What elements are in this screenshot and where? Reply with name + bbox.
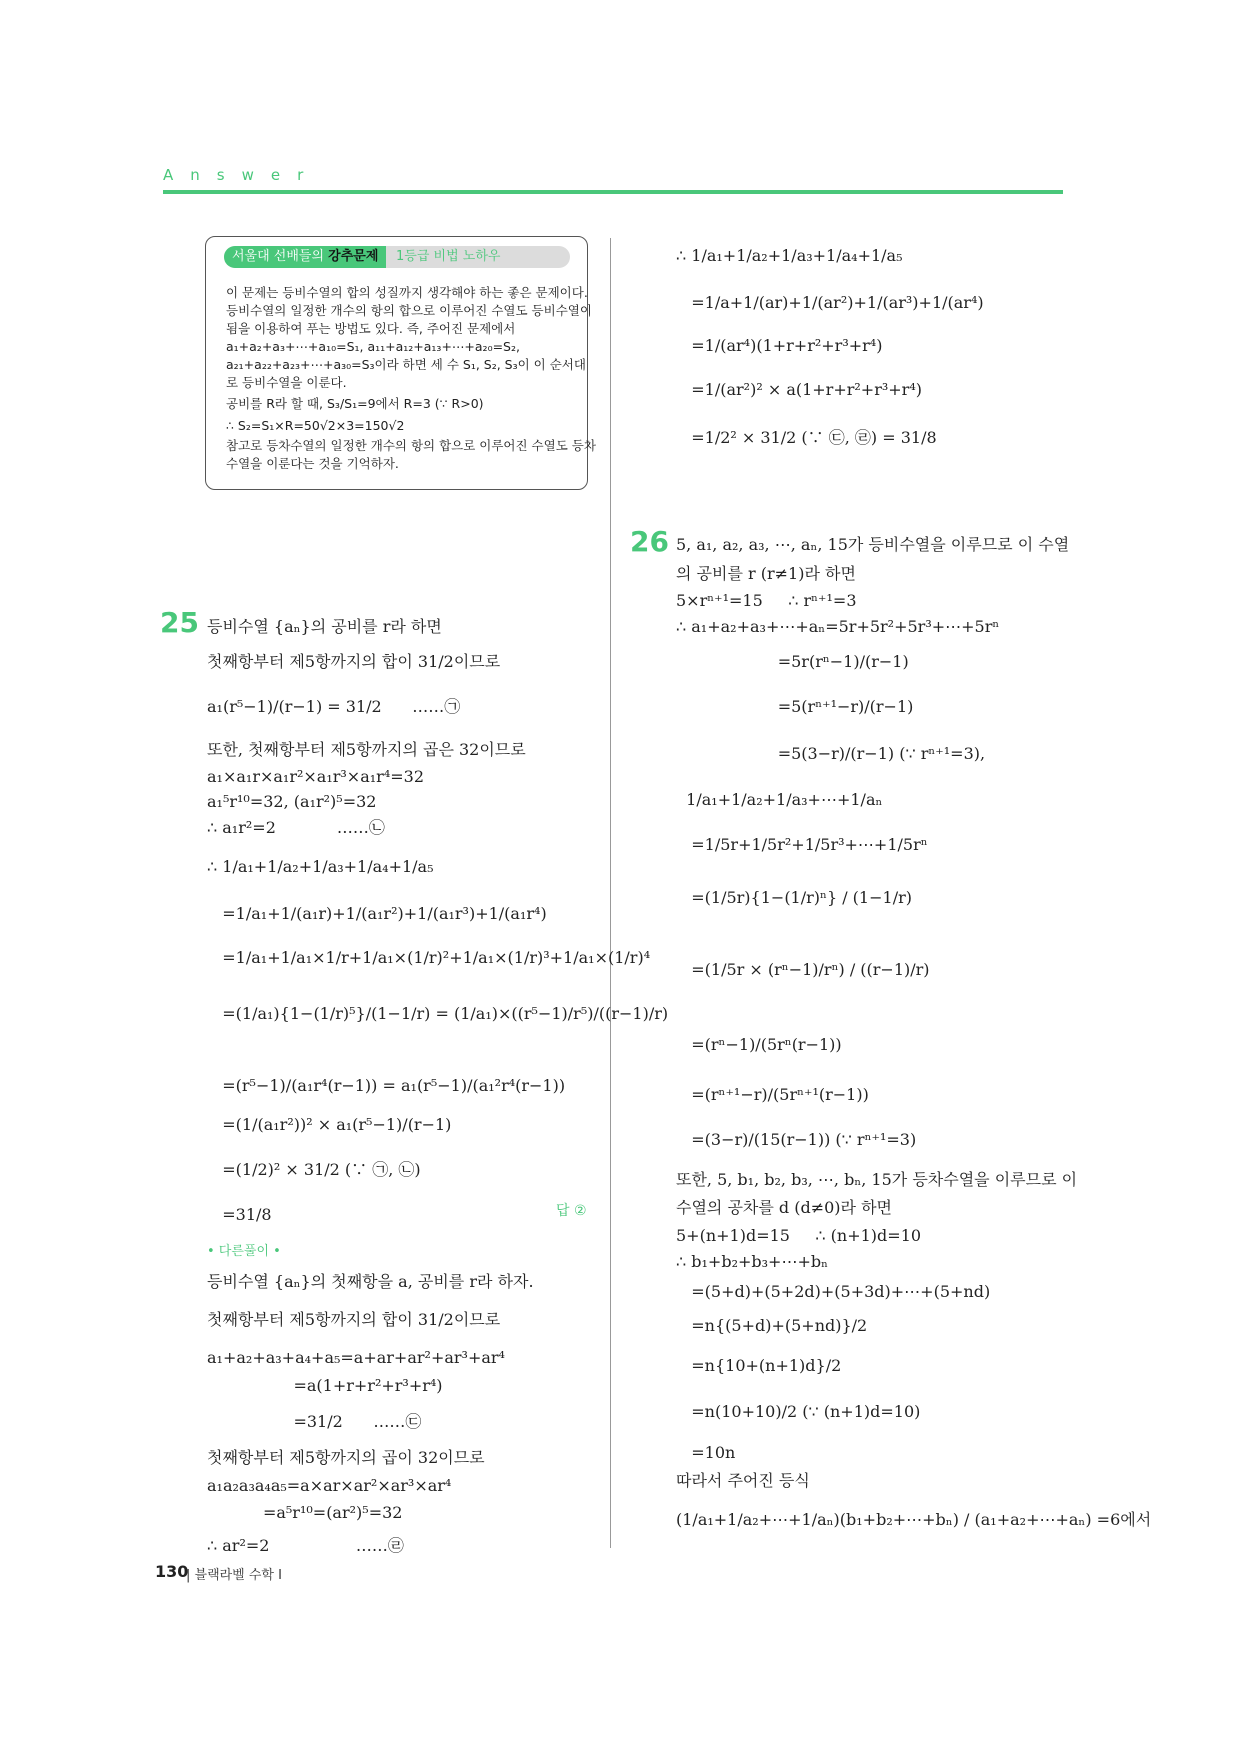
solution-line: ∴ a₁r²=2 ……㉡ — [207, 818, 385, 837]
solution-line: =(r⁵−1)/(a₁r⁴(r−1)) = a₁(r⁵−1)/(a₁²r⁴(r−1)) — [207, 1076, 566, 1095]
solution-line: 5, a₁, a₂, a₃, ⋯, aₙ, 15가 등비수열을 이루므로 이 수열 — [676, 535, 1070, 554]
alt-solution-line: =31/2 ……㉢ — [207, 1412, 422, 1431]
alt-solution-line: =a(1+r+r²+r³+r⁴) — [207, 1376, 443, 1395]
solution-line: =5(rⁿ⁺¹−r)/(r−1) — [676, 697, 914, 716]
alt-solution-line: =a⁵r¹⁰=(ar²)⁵=32 — [207, 1503, 403, 1522]
tip-box-tag — [224, 246, 386, 268]
solution-line: 등비수열 {aₙ}의 공비를 r라 하면 — [207, 617, 442, 636]
alt-solution-line: a₁+a₂+a₃+a₄+a₅=a+ar+ar²+ar³+ar⁴ — [207, 1348, 505, 1367]
solution-line: ∴ b₁+b₂+b₃+⋯+bₙ — [676, 1252, 829, 1271]
alt-solution-line: ∴ ar²=2 ……㉣ — [207, 1536, 404, 1555]
solution-line: =(1/5r){1−(1/r)ⁿ} / (1−1/r) — [676, 888, 912, 907]
problem-number-25: 25 — [160, 606, 199, 639]
solution-line: =(5+d)+(5+2d)+(5+3d)+⋯+(5+nd) — [676, 1282, 991, 1301]
tip-line: a₁+a₂+a₃+⋯+a₁₀=S₁, a₁₁+a₁₂+a₁₃+⋯+a₂₀=S₂, — [226, 339, 520, 354]
header-divider — [163, 190, 1063, 194]
solution-line: a₁(r⁵−1)/(r−1) = 31/2 ……㉠ — [207, 697, 461, 716]
solution-line: 또한, 첫째항부터 제5항까지의 곱은 32이므로 — [207, 740, 526, 759]
tip-box-subtag: 1등급 비법 노하우 — [396, 249, 501, 264]
solution-line: a₁×a₁r×a₁r²×a₁r³×a₁r⁴=32 — [207, 767, 424, 786]
solution-line: =(1/(a₁r²))² × a₁(r⁵−1)/(r−1) — [207, 1115, 452, 1134]
solution-line: =10n — [676, 1443, 736, 1462]
alt-solution-line: 등비수열 {aₙ}의 첫째항을 a, 공비를 r라 하자. — [207, 1272, 534, 1291]
continued-line: =1/(ar⁴)(1+r+r²+r³+r⁴) — [676, 336, 883, 355]
tip-line: 됨을 이용하여 푸는 방법도 있다. 즉, 주어진 문제에서 — [226, 321, 516, 336]
solution-line: =1/a₁+1/(a₁r)+1/(a₁r²)+1/(a₁r³)+1/(a₁r⁴) — [207, 904, 547, 923]
tip-line: 이 문제는 등비수열의 합의 성질까지 생각해야 하는 좋은 문제이다. — [226, 285, 588, 300]
solution-line: =(1/a₁){1−(1/r)⁵}/(1−1/r) = (1/a₁)×((r⁵−1)/r⁵)/((r−1)/r) — [207, 1004, 669, 1023]
continued-line: ∴ 1/a₁+1/a₂+1/a₃+1/a₄+1/a₅ — [676, 246, 903, 265]
continued-line: =1/2² × 31/2 (∵ ㉢, ㉣) = 31/8 — [676, 428, 937, 447]
solution-line: =5(3−r)/(r−1) (∵ rⁿ⁺¹=3), — [676, 744, 986, 763]
tip-line: 공비를 R라 할 때, S₃/S₁=9에서 R=3 (∵ R>0) — [226, 396, 484, 411]
page-number: 130 — [155, 1562, 189, 1581]
problem-number-26: 26 — [630, 525, 669, 558]
solution-line: =n{(5+d)+(5+nd)}/2 — [676, 1316, 868, 1335]
solution-line: 또한, 5, b₁, b₂, b₃, ⋯, bₙ, 15가 등차수열을 이루므로 이 — [676, 1170, 1078, 1189]
alt-solution-line: a₁a₂a₃a₄a₅=a×ar×ar²×ar³×ar⁴ — [207, 1476, 452, 1495]
tip-line: ∴ S₂=S₁×R=50√2×3=150√2 — [226, 418, 405, 433]
solution-line: ∴ a₁+a₂+a₃+⋯+aₙ=5r+5r²+5r³+⋯+5rⁿ — [676, 617, 1000, 636]
tip-tag-main: 서울대 선배들의 — [232, 249, 329, 264]
solution-line: =31/8 — [207, 1205, 272, 1224]
solution-line: (1/a₁+1/a₂+⋯+1/aₙ)(b₁+b₂+⋯+bₙ) / (a₁+a₂+⋯+aₙ) =6에서 — [676, 1510, 1152, 1529]
solution-line: =(rⁿ−1)/(5rⁿ(r−1)) — [676, 1035, 842, 1054]
solution-line: =(3−r)/(15(r−1)) (∵ rⁿ⁺¹=3) — [676, 1130, 917, 1149]
continued-line: =1/(ar²)² × a(1+r+r²+r³+r⁴) — [676, 380, 922, 399]
tip-line: 참고로 등차수열의 일정한 개수의 항의 합으로 이루어진 수열도 등차 — [226, 438, 596, 453]
solution-line: =5r(rⁿ−1)/(r−1) — [676, 652, 909, 671]
solution-line: 첫째항부터 제5항까지의 합이 31/2이므로 — [207, 652, 501, 671]
book-title: | 블랙라벨 수학 Ⅰ — [186, 1568, 282, 1583]
solution-line: 따라서 주어진 등식 — [676, 1471, 810, 1490]
solution-line: =n(10+10)/2 (∵ (n+1)d=10) — [676, 1402, 921, 1421]
tip-line: a₂₁+a₂₂+a₂₃+⋯+a₃₀=S₃이라 하면 세 수 S₁, S₂, S₃이 이 순서대 — [226, 357, 586, 372]
tip-tag-bold: 강추문제 — [328, 249, 379, 264]
solution-line: =(1/5r × (rⁿ−1)/rⁿ) / ((r−1)/r) — [676, 960, 930, 979]
solution-line: 5×rⁿ⁺¹=15 ∴ rⁿ⁺¹=3 — [676, 591, 857, 610]
solution-line: =(1/2)² × 31/2 (∵ ㉠, ㉡) — [207, 1160, 421, 1179]
tip-line: 수열을 이룬다는 것을 기억하자. — [226, 456, 399, 471]
alt-solution-line: 첫째항부터 제5항까지의 합이 31/2이므로 — [207, 1310, 501, 1329]
solution-line: 수열의 공차를 d (d≠0)라 하면 — [676, 1198, 893, 1217]
alt-solution-line: 첫째항부터 제5항까지의 곱이 32이므로 — [207, 1448, 485, 1467]
column-divider — [610, 238, 611, 1548]
solution-line: =1/a₁+1/a₁×1/r+1/a₁×(1/r)²+1/a₁×(1/r)³+1/a₁×(1/r)⁴ — [207, 948, 651, 967]
solution-line: a₁⁵r¹⁰=32, (a₁r²)⁵=32 — [207, 792, 377, 811]
solution-line: =1/5r+1/5r²+1/5r³+⋯+1/5rⁿ — [676, 835, 928, 854]
solution-line: 1/a₁+1/a₂+1/a₃+⋯+1/aₙ — [676, 790, 883, 809]
answer-label: 답 ② — [556, 1203, 587, 1219]
solution-line: 의 공비를 r (r≠1)라 하면 — [676, 564, 856, 583]
solution-line: ∴ 1/a₁+1/a₂+1/a₃+1/a₄+1/a₅ — [207, 857, 434, 876]
solution-line: 5+(n+1)d=15 ∴ (n+1)d=10 — [676, 1226, 922, 1245]
solution-line: =n{10+(n+1)d}/2 — [676, 1356, 842, 1375]
solution-line: =(rⁿ⁺¹−r)/(5rⁿ⁺¹(r−1)) — [676, 1085, 869, 1104]
tip-line: 등비수열의 일정한 개수의 항의 합으로 이루어진 수열도 등비수열이 — [226, 303, 592, 318]
continued-line: =1/a+1/(ar)+1/(ar²)+1/(ar³)+1/(ar⁴) — [676, 293, 984, 312]
alternative-solution-label: • 다른풀이 • — [207, 1244, 281, 1259]
tip-line: 로 등비수열을 이룬다. — [226, 375, 347, 390]
section-label: Answer — [163, 166, 321, 184]
